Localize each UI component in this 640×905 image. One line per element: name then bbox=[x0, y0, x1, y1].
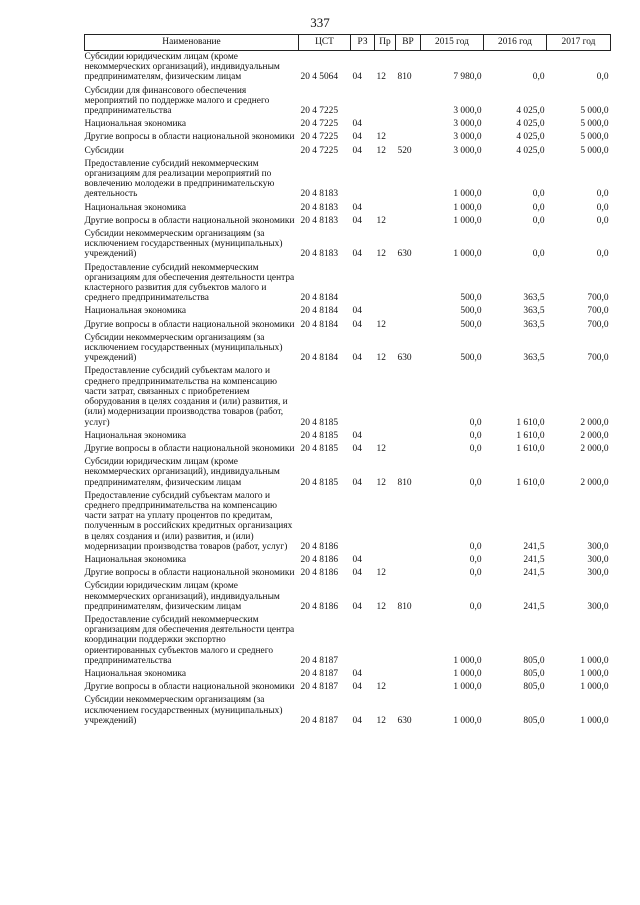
row-cst: 20 4 7225 bbox=[300, 106, 338, 117]
row-cst: 20 4 5064 bbox=[300, 72, 338, 83]
row-name: Другие вопросы в области национальной экономики bbox=[84, 443, 295, 454]
row-value-2016: 363,5 bbox=[523, 306, 545, 317]
row-value-2016: 0,0 bbox=[532, 189, 545, 200]
row-value-2015: 3 000,0 bbox=[453, 145, 482, 156]
row-value-2017: 0,0 bbox=[596, 202, 609, 213]
header-vr: ВР bbox=[396, 35, 421, 51]
row-name: Субсидии bbox=[84, 145, 124, 156]
row-name: Предоставление субсидий некоммерческим организациям для обеспечения деятельности центра координации поддержки экспортно ориентированных субъектов малого и среднего предпринимательства bbox=[84, 614, 295, 666]
row-value-2016: 0,0 bbox=[532, 72, 545, 83]
row-value-2015: 0,0 bbox=[469, 443, 482, 454]
row-cst: 20 4 7225 bbox=[300, 132, 338, 143]
row-vr bbox=[396, 305, 421, 318]
row-value-2016: 363,5 bbox=[523, 293, 545, 304]
row-vr: 520 bbox=[397, 145, 412, 156]
row-cst: 20 4 8186 bbox=[300, 601, 338, 612]
row-value-2017: 5 000,0 bbox=[580, 106, 609, 117]
row-value-2016: 4 025,0 bbox=[516, 106, 545, 117]
row-value-2015: 1 000,0 bbox=[453, 715, 482, 726]
row-rz bbox=[351, 158, 375, 202]
row-value-2017: 2 000,0 bbox=[580, 477, 609, 488]
table-body bbox=[85, 51, 611, 728]
row-name: Субсидии юридическим лицам (кроме некоммерческих организаций), индивидуальным предпринимателям, физическим лицам bbox=[84, 581, 280, 612]
row-cst: 20 4 8186 bbox=[300, 541, 338, 552]
row-value-2017: 1 000,0 bbox=[580, 655, 609, 666]
header-2016: 2016 год bbox=[484, 35, 547, 51]
row-vr bbox=[396, 490, 421, 554]
row-value-2016: 4 025,0 bbox=[516, 132, 545, 143]
row-vr bbox=[396, 202, 421, 215]
row-vr bbox=[396, 443, 421, 456]
row-vr bbox=[396, 262, 421, 306]
row-name: Субсидии юридическим лицам (кроме некоммерческих организаций), индивидуальным предпринимателям, физическим лицам bbox=[84, 457, 280, 488]
header-pr: Пр bbox=[375, 35, 396, 51]
row-cst: 20 4 8185 bbox=[300, 417, 338, 428]
row-cst: 20 4 8187 bbox=[300, 682, 338, 693]
row-rz bbox=[351, 490, 375, 554]
row-cst: 20 4 8183 bbox=[300, 249, 338, 260]
row-value-2015: 500,0 bbox=[460, 293, 482, 304]
row-value-2016: 805,0 bbox=[523, 715, 545, 726]
row-vr: 810 bbox=[397, 477, 412, 488]
row-value-2017: 0,0 bbox=[596, 249, 609, 260]
row-pr bbox=[375, 158, 396, 202]
row-vr: 810 bbox=[397, 72, 412, 83]
row-cst: 20 4 8184 bbox=[300, 306, 338, 317]
row-name: Другие вопросы в области национальной экономики bbox=[84, 568, 295, 579]
row-value-2016: 805,0 bbox=[523, 682, 545, 693]
row-pr: 12 bbox=[376, 215, 386, 226]
row-value-2017: 5 000,0 bbox=[580, 132, 609, 143]
row-value-2016: 363,5 bbox=[523, 353, 545, 364]
row-name: Другие вопросы в области национальной экономики bbox=[84, 682, 295, 693]
row-pr bbox=[375, 490, 396, 554]
row-value-2017: 0,0 bbox=[596, 215, 609, 226]
table-row bbox=[85, 456, 611, 490]
row-value-2015: 0,0 bbox=[469, 554, 482, 565]
row-value-2015: 1 000,0 bbox=[453, 215, 482, 226]
row-value-2017: 700,0 bbox=[587, 353, 609, 364]
table-row bbox=[85, 567, 611, 580]
row-value-2017: 700,0 bbox=[587, 306, 609, 317]
table-row bbox=[85, 365, 611, 429]
row-cst: 20 4 8187 bbox=[300, 668, 338, 679]
table-row bbox=[85, 430, 611, 443]
row-pr bbox=[375, 668, 396, 681]
row-value-2017: 300,0 bbox=[587, 601, 609, 612]
row-rz: 04 bbox=[352, 668, 362, 679]
row-rz: 04 bbox=[352, 202, 362, 213]
table-row bbox=[85, 145, 611, 158]
row-pr bbox=[375, 118, 396, 131]
row-pr bbox=[375, 430, 396, 443]
row-pr: 12 bbox=[376, 682, 386, 693]
table-row bbox=[85, 319, 611, 332]
header-name: Наименование bbox=[85, 35, 299, 51]
row-name: Субсидии некоммерческим организациям (за исключением государственных (муниципальных) учреждений) bbox=[84, 229, 283, 260]
row-name: Предоставление субсидий субъектам малого и среднего предпринимательства на компенсацию части затрат, связанных с приобретением оборудования в целях создания и (или) развития, и (или) модернизации производства товаров (работ, услуг) bbox=[84, 366, 288, 428]
row-name: Национальная экономика bbox=[84, 202, 187, 213]
row-name: Другие вопросы в области национальной экономики bbox=[84, 319, 295, 330]
row-value-2015: 0,0 bbox=[469, 601, 482, 612]
table-row bbox=[85, 554, 611, 567]
row-value-2015: 500,0 bbox=[460, 353, 482, 364]
table-row bbox=[85, 681, 611, 694]
row-name: Субсидии некоммерческим организациям (за исключением государственных (муниципальных) учреждений) bbox=[84, 695, 283, 726]
row-name: Субсидии для финансового обеспечения мероприятий по поддержке малого и среднего предпринимательства bbox=[84, 85, 270, 117]
row-value-2015: 0,0 bbox=[469, 430, 482, 441]
row-value-2017: 2 000,0 bbox=[580, 430, 609, 441]
row-cst: 20 4 8186 bbox=[300, 554, 338, 565]
row-pr: 12 bbox=[376, 715, 386, 726]
table-row bbox=[85, 228, 611, 262]
row-pr: 12 bbox=[376, 319, 386, 330]
table-row bbox=[85, 668, 611, 681]
table-row bbox=[85, 614, 611, 668]
table-row bbox=[85, 85, 611, 119]
table-row bbox=[85, 131, 611, 144]
header-2017: 2017 год bbox=[547, 35, 611, 51]
table-row bbox=[85, 158, 611, 202]
row-cst: 20 4 8184 bbox=[300, 353, 338, 364]
row-pr bbox=[375, 85, 396, 119]
row-value-2017: 1 000,0 bbox=[580, 668, 609, 679]
row-vr bbox=[396, 614, 421, 668]
row-rz: 04 bbox=[352, 306, 362, 317]
row-cst: 20 4 8184 bbox=[300, 319, 338, 330]
row-value-2016: 1 610,0 bbox=[516, 430, 545, 441]
row-cst: 20 4 8185 bbox=[300, 430, 338, 441]
row-rz: 04 bbox=[352, 601, 362, 612]
row-value-2015: 7 980,0 bbox=[453, 72, 482, 83]
row-name: Предоставление субсидий некоммерческим организациям для реализации мероприятий по вовлечению молодежи в предпринимательскую деятельность bbox=[84, 158, 275, 200]
row-cst: 20 4 7225 bbox=[300, 145, 338, 156]
row-value-2015: 0,0 bbox=[469, 541, 482, 552]
header-cst: ЦСТ bbox=[299, 35, 351, 51]
row-rz: 04 bbox=[352, 682, 362, 693]
row-cst: 20 4 8183 bbox=[300, 189, 338, 200]
row-vr bbox=[396, 554, 421, 567]
row-value-2015: 1 000,0 bbox=[453, 189, 482, 200]
row-value-2015: 500,0 bbox=[460, 319, 482, 330]
row-value-2017: 2 000,0 bbox=[580, 417, 609, 428]
row-vr bbox=[396, 131, 421, 144]
table-row bbox=[85, 51, 611, 85]
row-name: Другие вопросы в области национальной экономики bbox=[84, 215, 295, 226]
row-rz: 04 bbox=[352, 554, 362, 565]
row-cst: 20 4 8184 bbox=[300, 293, 338, 304]
row-rz bbox=[351, 365, 375, 429]
row-vr: 630 bbox=[397, 715, 412, 726]
row-value-2017: 0,0 bbox=[596, 72, 609, 83]
row-value-2016: 241,5 bbox=[523, 568, 545, 579]
row-value-2015: 500,0 bbox=[460, 306, 482, 317]
row-value-2015: 0,0 bbox=[469, 477, 482, 488]
row-value-2015: 3 000,0 bbox=[453, 132, 482, 143]
row-value-2017: 300,0 bbox=[587, 541, 609, 552]
row-vr: 630 bbox=[397, 249, 412, 260]
row-cst: 20 4 8187 bbox=[300, 715, 338, 726]
row-pr bbox=[375, 365, 396, 429]
table-row bbox=[85, 443, 611, 456]
row-name: Национальная экономика bbox=[84, 306, 187, 317]
row-rz: 04 bbox=[352, 249, 362, 260]
row-rz: 04 bbox=[352, 72, 362, 83]
row-rz: 04 bbox=[352, 715, 362, 726]
row-vr bbox=[396, 85, 421, 119]
row-rz bbox=[351, 262, 375, 306]
row-rz: 04 bbox=[352, 215, 362, 226]
row-vr bbox=[396, 681, 421, 694]
row-vr bbox=[396, 668, 421, 681]
row-rz: 04 bbox=[352, 319, 362, 330]
row-value-2017: 5 000,0 bbox=[580, 119, 609, 130]
row-pr bbox=[375, 554, 396, 567]
row-value-2017: 1 000,0 bbox=[580, 682, 609, 693]
row-rz: 04 bbox=[352, 132, 362, 143]
table-row bbox=[85, 215, 611, 228]
row-value-2015: 0,0 bbox=[469, 417, 482, 428]
row-name: Субсидии юридическим лицам (кроме некоммерческих организаций), индивидуальным предпринимателям, физическим лицам bbox=[84, 52, 280, 83]
row-value-2016: 1 610,0 bbox=[516, 417, 545, 428]
row-value-2017: 300,0 bbox=[587, 568, 609, 579]
row-rz: 04 bbox=[352, 443, 362, 454]
table-row bbox=[85, 202, 611, 215]
row-name: Предоставление субсидий субъектам малого и среднего предпринимательства на компенсацию части затрат на уплату процентов по кредитам, полученным в российских кредитных организациях в целях создания и (или) развития, и (или) модернизации производства товаров (работ, услуг) bbox=[84, 490, 293, 552]
row-pr: 12 bbox=[376, 145, 386, 156]
row-value-2016: 805,0 bbox=[523, 668, 545, 679]
row-cst: 20 4 7225 bbox=[300, 119, 338, 130]
table-row bbox=[85, 262, 611, 306]
row-vr bbox=[396, 567, 421, 580]
row-value-2016: 363,5 bbox=[523, 319, 545, 330]
row-pr: 12 bbox=[376, 132, 386, 143]
row-vr bbox=[396, 215, 421, 228]
row-pr: 12 bbox=[376, 568, 386, 579]
row-rz: 04 bbox=[352, 145, 362, 156]
row-value-2016: 0,0 bbox=[532, 215, 545, 226]
row-name: Субсидии некоммерческим организациям (за исключением государственных (муниципальных) учреждений) bbox=[84, 332, 283, 364]
row-pr: 12 bbox=[376, 601, 386, 612]
row-cst: 20 4 8183 bbox=[300, 215, 338, 226]
row-vr bbox=[396, 430, 421, 443]
row-value-2015: 1 000,0 bbox=[453, 202, 482, 213]
table-row bbox=[85, 332, 611, 366]
table-row bbox=[85, 490, 611, 554]
row-value-2016: 0,0 bbox=[532, 249, 545, 260]
row-value-2015: 1 000,0 bbox=[453, 249, 482, 260]
row-value-2015: 1 000,0 bbox=[453, 668, 482, 679]
row-value-2017: 700,0 bbox=[587, 319, 609, 330]
row-value-2016: 241,5 bbox=[523, 554, 545, 565]
row-vr bbox=[396, 118, 421, 131]
row-name: Национальная экономика bbox=[84, 668, 187, 679]
row-rz: 04 bbox=[352, 477, 362, 488]
row-pr: 12 bbox=[376, 249, 386, 260]
row-rz: 04 bbox=[352, 568, 362, 579]
row-name: Национальная экономика bbox=[84, 554, 187, 565]
row-value-2015: 3 000,0 bbox=[453, 106, 482, 117]
row-name: Национальная экономика bbox=[84, 430, 187, 441]
row-vr bbox=[396, 158, 421, 202]
row-value-2017: 0,0 bbox=[596, 189, 609, 200]
row-cst: 20 4 8183 bbox=[300, 202, 338, 213]
row-value-2016: 1 610,0 bbox=[516, 477, 545, 488]
row-value-2017: 1 000,0 bbox=[580, 715, 609, 726]
row-vr bbox=[396, 365, 421, 429]
row-value-2016: 241,5 bbox=[523, 541, 545, 552]
row-value-2016: 805,0 bbox=[523, 655, 545, 666]
row-value-2017: 700,0 bbox=[587, 293, 609, 304]
row-vr: 810 bbox=[397, 601, 412, 612]
row-value-2017: 2 000,0 bbox=[580, 443, 609, 454]
page-number: 337 bbox=[310, 15, 330, 30]
row-value-2015: 0,0 bbox=[469, 568, 482, 579]
row-vr: 630 bbox=[397, 353, 412, 364]
row-pr: 12 bbox=[376, 443, 386, 454]
row-pr bbox=[375, 305, 396, 318]
row-value-2016: 241,5 bbox=[523, 601, 545, 612]
row-value-2017: 5 000,0 bbox=[580, 145, 609, 156]
row-cst: 20 4 8187 bbox=[300, 655, 338, 666]
row-value-2015: 1 000,0 bbox=[453, 682, 482, 693]
row-pr bbox=[375, 262, 396, 306]
row-value-2016: 4 025,0 bbox=[516, 145, 545, 156]
row-pr: 12 bbox=[376, 353, 386, 364]
header-2015: 2015 год bbox=[421, 35, 484, 51]
row-value-2015: 3 000,0 bbox=[453, 119, 482, 130]
row-cst: 20 4 8186 bbox=[300, 568, 338, 579]
row-rz: 04 bbox=[352, 353, 362, 364]
row-pr bbox=[375, 614, 396, 668]
row-rz bbox=[351, 85, 375, 119]
row-value-2016: 0,0 bbox=[532, 202, 545, 213]
table-header-row bbox=[85, 35, 611, 51]
budget-table bbox=[84, 34, 611, 728]
row-pr: 12 bbox=[376, 72, 386, 83]
row-vr bbox=[396, 319, 421, 332]
row-rz: 04 bbox=[352, 430, 362, 441]
row-name: Предоставление субсидий некоммерческим организациям для обеспечения деятельности центра кластерного развития для субъектов малого и среднего предпринимательства bbox=[84, 262, 295, 304]
row-rz bbox=[351, 614, 375, 668]
table-row bbox=[85, 118, 611, 131]
row-pr bbox=[375, 202, 396, 215]
row-value-2017: 300,0 bbox=[587, 554, 609, 565]
row-pr: 12 bbox=[376, 477, 386, 488]
table-row bbox=[85, 580, 611, 614]
row-value-2016: 4 025,0 bbox=[516, 119, 545, 130]
row-name: Национальная экономика bbox=[84, 119, 187, 130]
row-rz: 04 bbox=[352, 119, 362, 130]
table-row bbox=[85, 305, 611, 318]
row-cst: 20 4 8185 bbox=[300, 477, 338, 488]
row-name: Другие вопросы в области национальной экономики bbox=[84, 132, 295, 143]
row-value-2016: 1 610,0 bbox=[516, 443, 545, 454]
row-cst: 20 4 8185 bbox=[300, 443, 338, 454]
header-rz: РЗ bbox=[351, 35, 375, 51]
row-value-2015: 1 000,0 bbox=[453, 655, 482, 666]
table-row bbox=[85, 694, 611, 728]
